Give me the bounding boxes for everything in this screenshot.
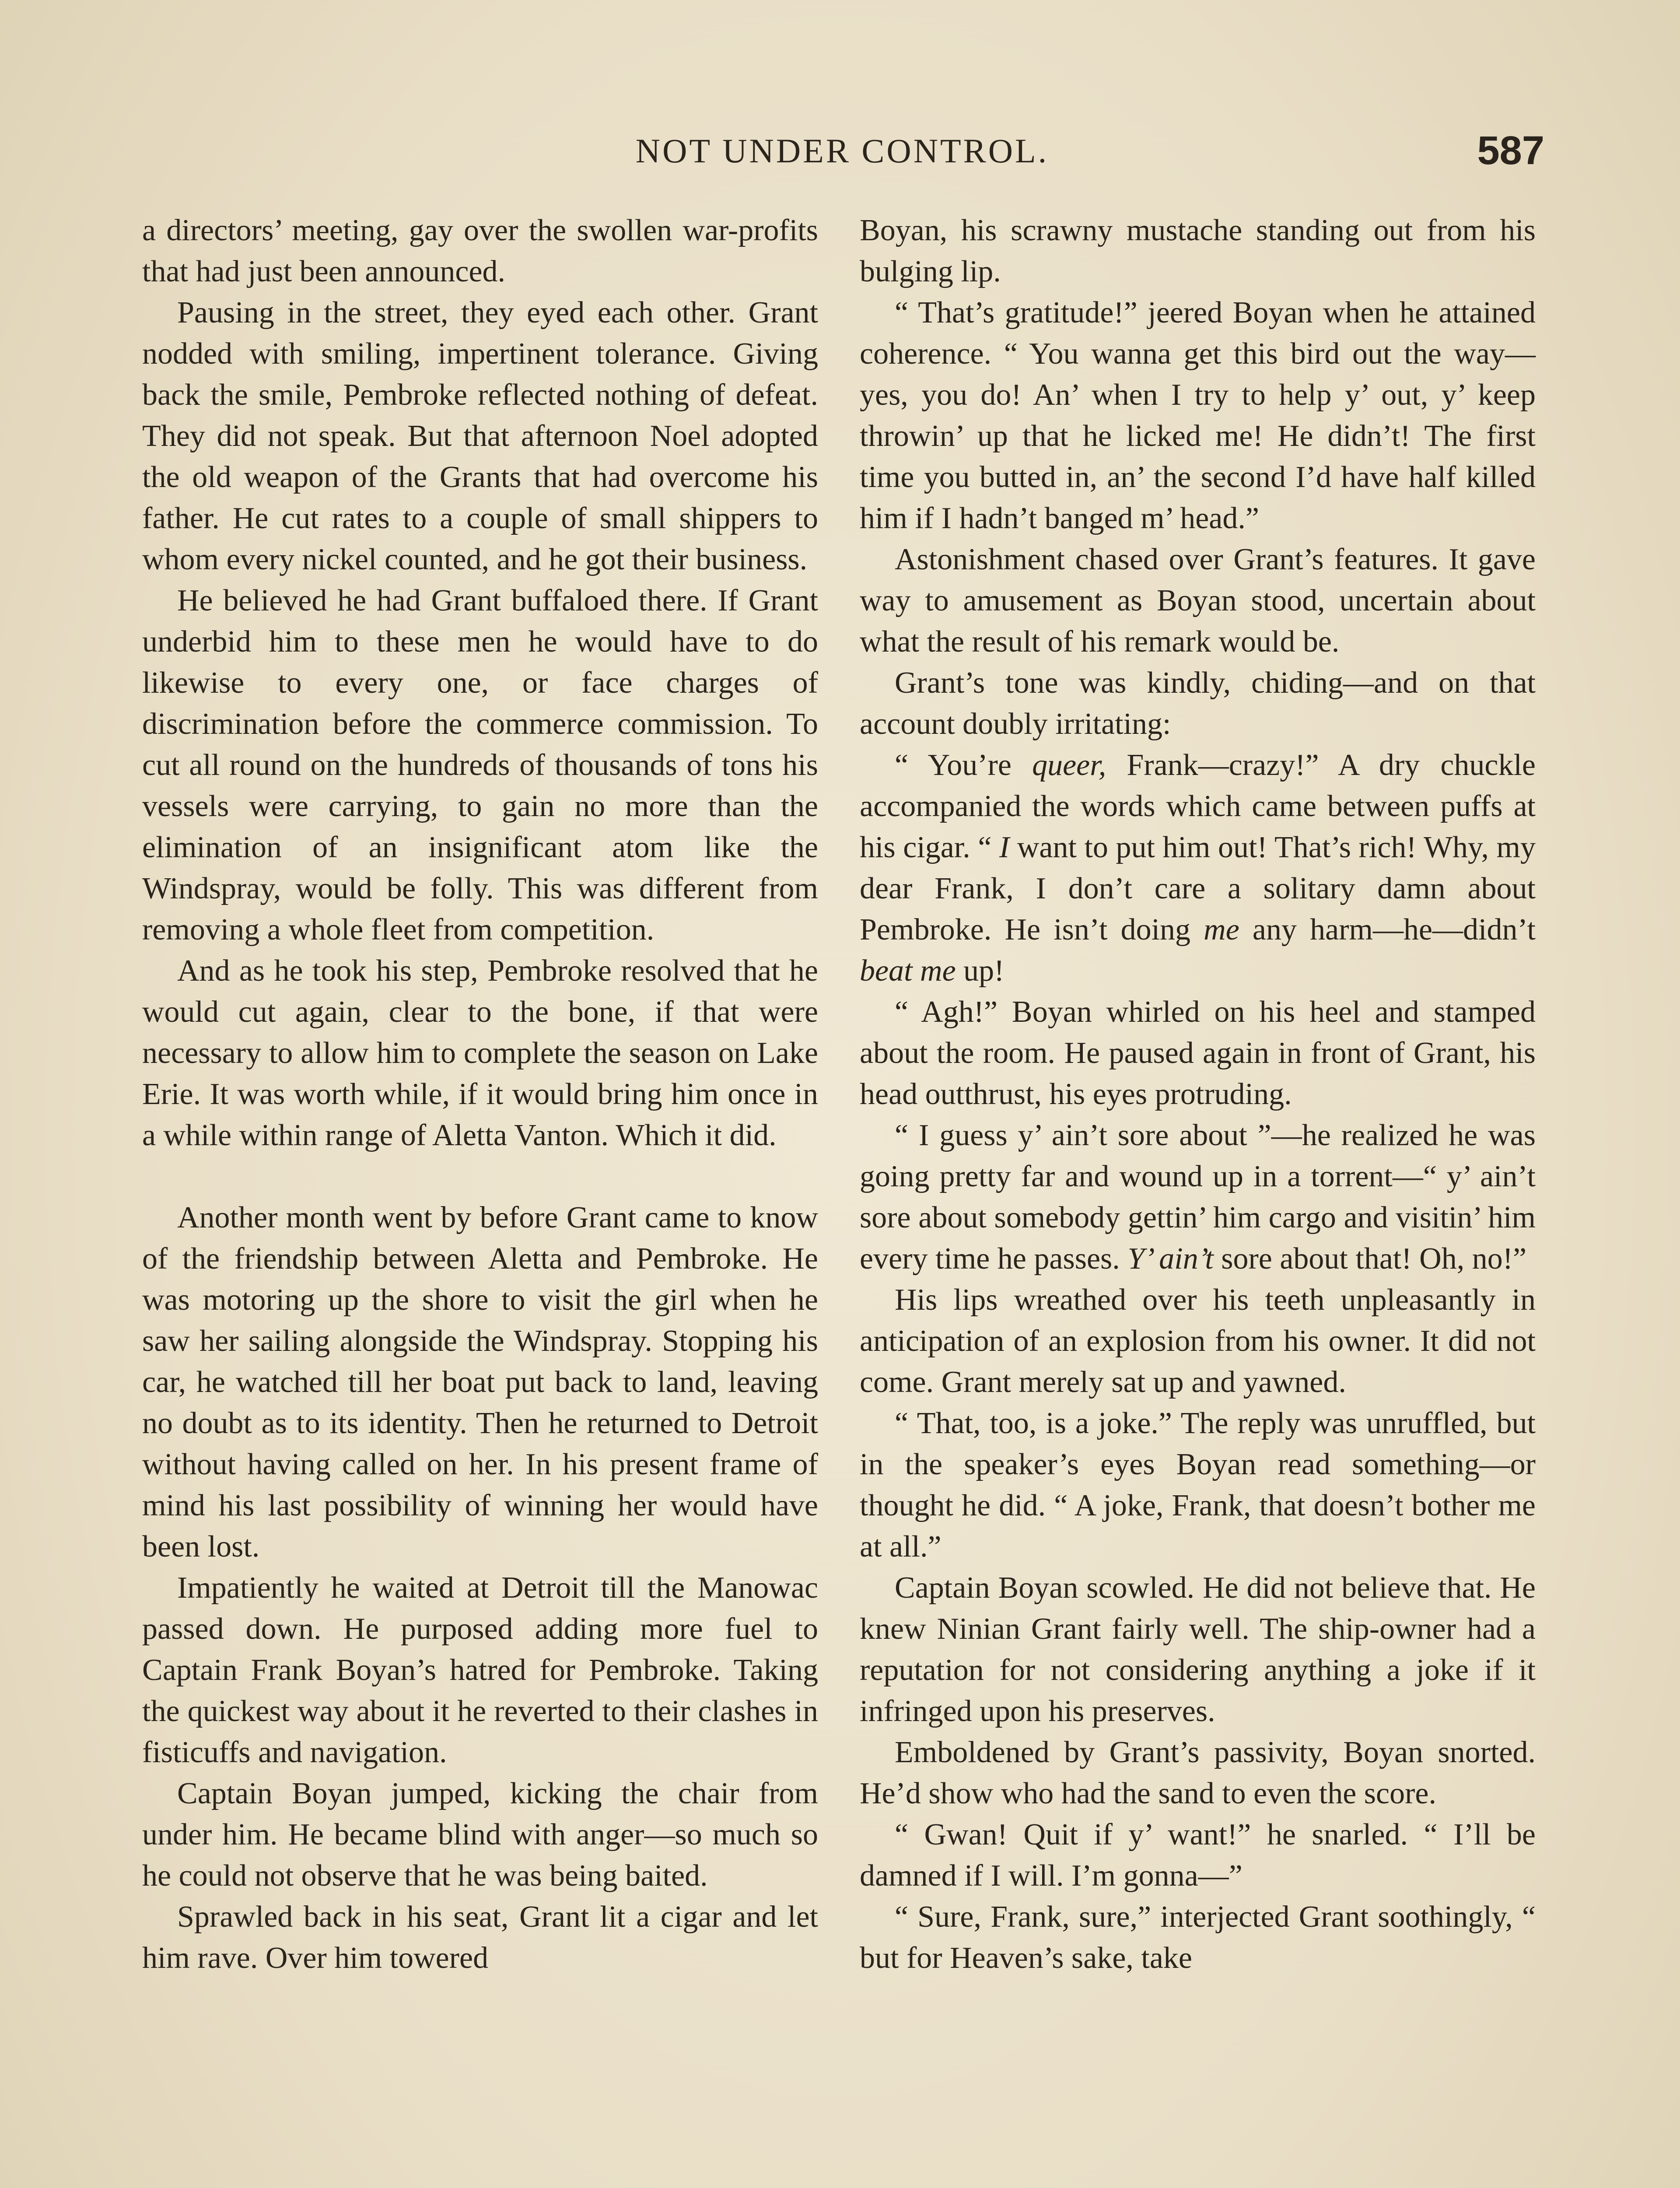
paragraph: “ Agh!” Boyan whirled on his heel and stamped about the room. He paused again in front of Grant, his head outthrust, his eyes protruding. bbox=[860, 995, 1536, 1111]
paragraph: “ That’s gratitude!” jeered Boyan when he attained coherence. “ You wanna get this bird out the way—yes, you do! An’ when I try to help y’ out, y’ keep throwin’ up that he licked me! He didn’t! The first time you butted in, an’ the second I’d have half killed him if I hadn’t banged m’ head.” bbox=[860, 296, 1536, 535]
page-title: NOT UNDER CONTROL. bbox=[635, 132, 1049, 170]
paragraph: And as he took his step, Pembroke resolved that he would cut again, clear to the bone, if that were necessary to allow him to complete the season on Lake Erie. It was worth while, if it would bring him once in a while within range of Aletta Vanton. Which it did. bbox=[142, 954, 818, 1152]
text-run: any harm—he—didn’t bbox=[1239, 913, 1536, 947]
paragraph: Captain Boyan scowled. He did not believe that. He knew Ninian Grant fairly well. The ship-owner had a reputation for not considering anything a joke if it infringed upon his preserves. bbox=[860, 1571, 1536, 1728]
text-run: “ I guess y’ ain’t sore about ”—he realized he was going pretty far and wound up in a torrent—“ y’ ain’t sore about somebody gettin’ him cargo and visitin’ him every time he passes. bbox=[860, 1119, 1536, 1276]
paragraph: a directors’ meeting, gay over the swollen war-profits that had just been announced. bbox=[142, 214, 818, 288]
left-column bbox=[142, 210, 818, 1979]
paragraph: Captain Boyan jumped, kicking the chair from under him. He became blind with anger—so much so he could not observe that he was being baited. bbox=[142, 1777, 818, 1893]
paragraph: Boyan, his scrawny mustache standing out from his bulging lip. bbox=[860, 214, 1536, 288]
paragraph: “ That, too, is a joke.” The reply was unruffled, but in the speaker’s eyes Boyan read something—or thought he did. “ A joke, Frank, that doesn’t bother me at all.” bbox=[860, 1406, 1536, 1564]
paragraph: Grant’s tone was kindly, chiding—and on that account doubly irritating: bbox=[860, 666, 1536, 741]
text-run: “ You’re bbox=[895, 748, 1032, 782]
italic-run: Y’ ain’t bbox=[1127, 1242, 1214, 1276]
text-run: Frank—crazy!” A dry chuckle accompanied the words which came between puffs at his cigar. “ bbox=[860, 748, 1536, 864]
paragraph: “ Sure, Frank, sure,” interjected Grant soothingly, “ but for Heaven’s sake, take bbox=[860, 1900, 1536, 1975]
right-column bbox=[860, 210, 1536, 1979]
paragraph: Emboldened by Grant’s passivity, Boyan snorted. He’d show who had the sand to even the score. bbox=[860, 1736, 1536, 1810]
paragraph: He believed he had Grant buffaloed there. If Grant underbid him to these men he would have to do likewise to every one, or face charges of discrimination before the commerce commission. To cut all round on the hundreds of thousands of tons his vessels were carrying, to gain no more than the elimination of an insignificant atom like the Windspray, would be folly. This was different from removing a whole fleet from competition. bbox=[142, 584, 818, 947]
paragraph: His lips wreathed over his teeth unpleasantly in anticipation of an explosion from his owner. It did not come. Grant merely sat up and yawned. bbox=[860, 1283, 1536, 1399]
paragraph: Astonishment chased over Grant’s features. It gave way to amusement as Boyan stood, uncertain about what the result of his remark would be. bbox=[860, 543, 1536, 659]
italic-run: I bbox=[999, 831, 1010, 864]
paragraph: Pausing in the street, they eyed each other. Grant nodded with smiling, impertinent tolerance. Giving back the smile, Pembroke reflected nothing of defeat. They did not speak. But that afternoon Noel adopted the old weapon of the Grants that had overcome his father. He cut rates to a couple of small shippers to whom every nickel counted, and he got their business. bbox=[142, 296, 818, 576]
paragraph: Impatiently he waited at Detroit till the Manowac passed down. He purposed adding more fuel to Captain Frank Boyan’s hatred for Pembroke. Taking the quickest way about it he reverted to their clashes in fisticuffs and navigation. bbox=[142, 1571, 818, 1769]
text-run: sore about that! Oh, no!” bbox=[1213, 1242, 1527, 1276]
italic-run: queer, bbox=[1032, 748, 1106, 782]
page-number: 587 bbox=[1477, 128, 1544, 173]
running-header bbox=[140, 128, 1544, 179]
paragraph: “ Gwan! Quit if y’ want!” he snarled. “ I’ll be damned if I will. I’m gonna—” bbox=[860, 1818, 1536, 1893]
paragraph bbox=[860, 745, 1536, 992]
text-run: up! bbox=[956, 954, 1004, 988]
paragraph: Sprawled back in his seat, Grant lit a cigar and let him rave. Over him towered bbox=[142, 1900, 818, 1975]
italic-run: me bbox=[1204, 913, 1239, 947]
paragraph bbox=[860, 1115, 1536, 1280]
text-run: want to put him out! That’s rich! Why, my dear Frank, I don’t care a solitary damn about Pembroke. He isn’t doing bbox=[860, 831, 1536, 947]
paragraph: Another month went by before Grant came to know of the friendship between Aletta and Pembroke. He was motoring up the shore to visit the girl when he saw her sailing alongside the Windspray. Stopping his car, he watched till her boat put back to land, leaving no doubt as to its identity. Then he returned to Detroit without having called on her. In his present frame of mind his last possibility of winning her would have been lost. bbox=[142, 1201, 818, 1564]
italic-run: beat me bbox=[860, 954, 956, 988]
